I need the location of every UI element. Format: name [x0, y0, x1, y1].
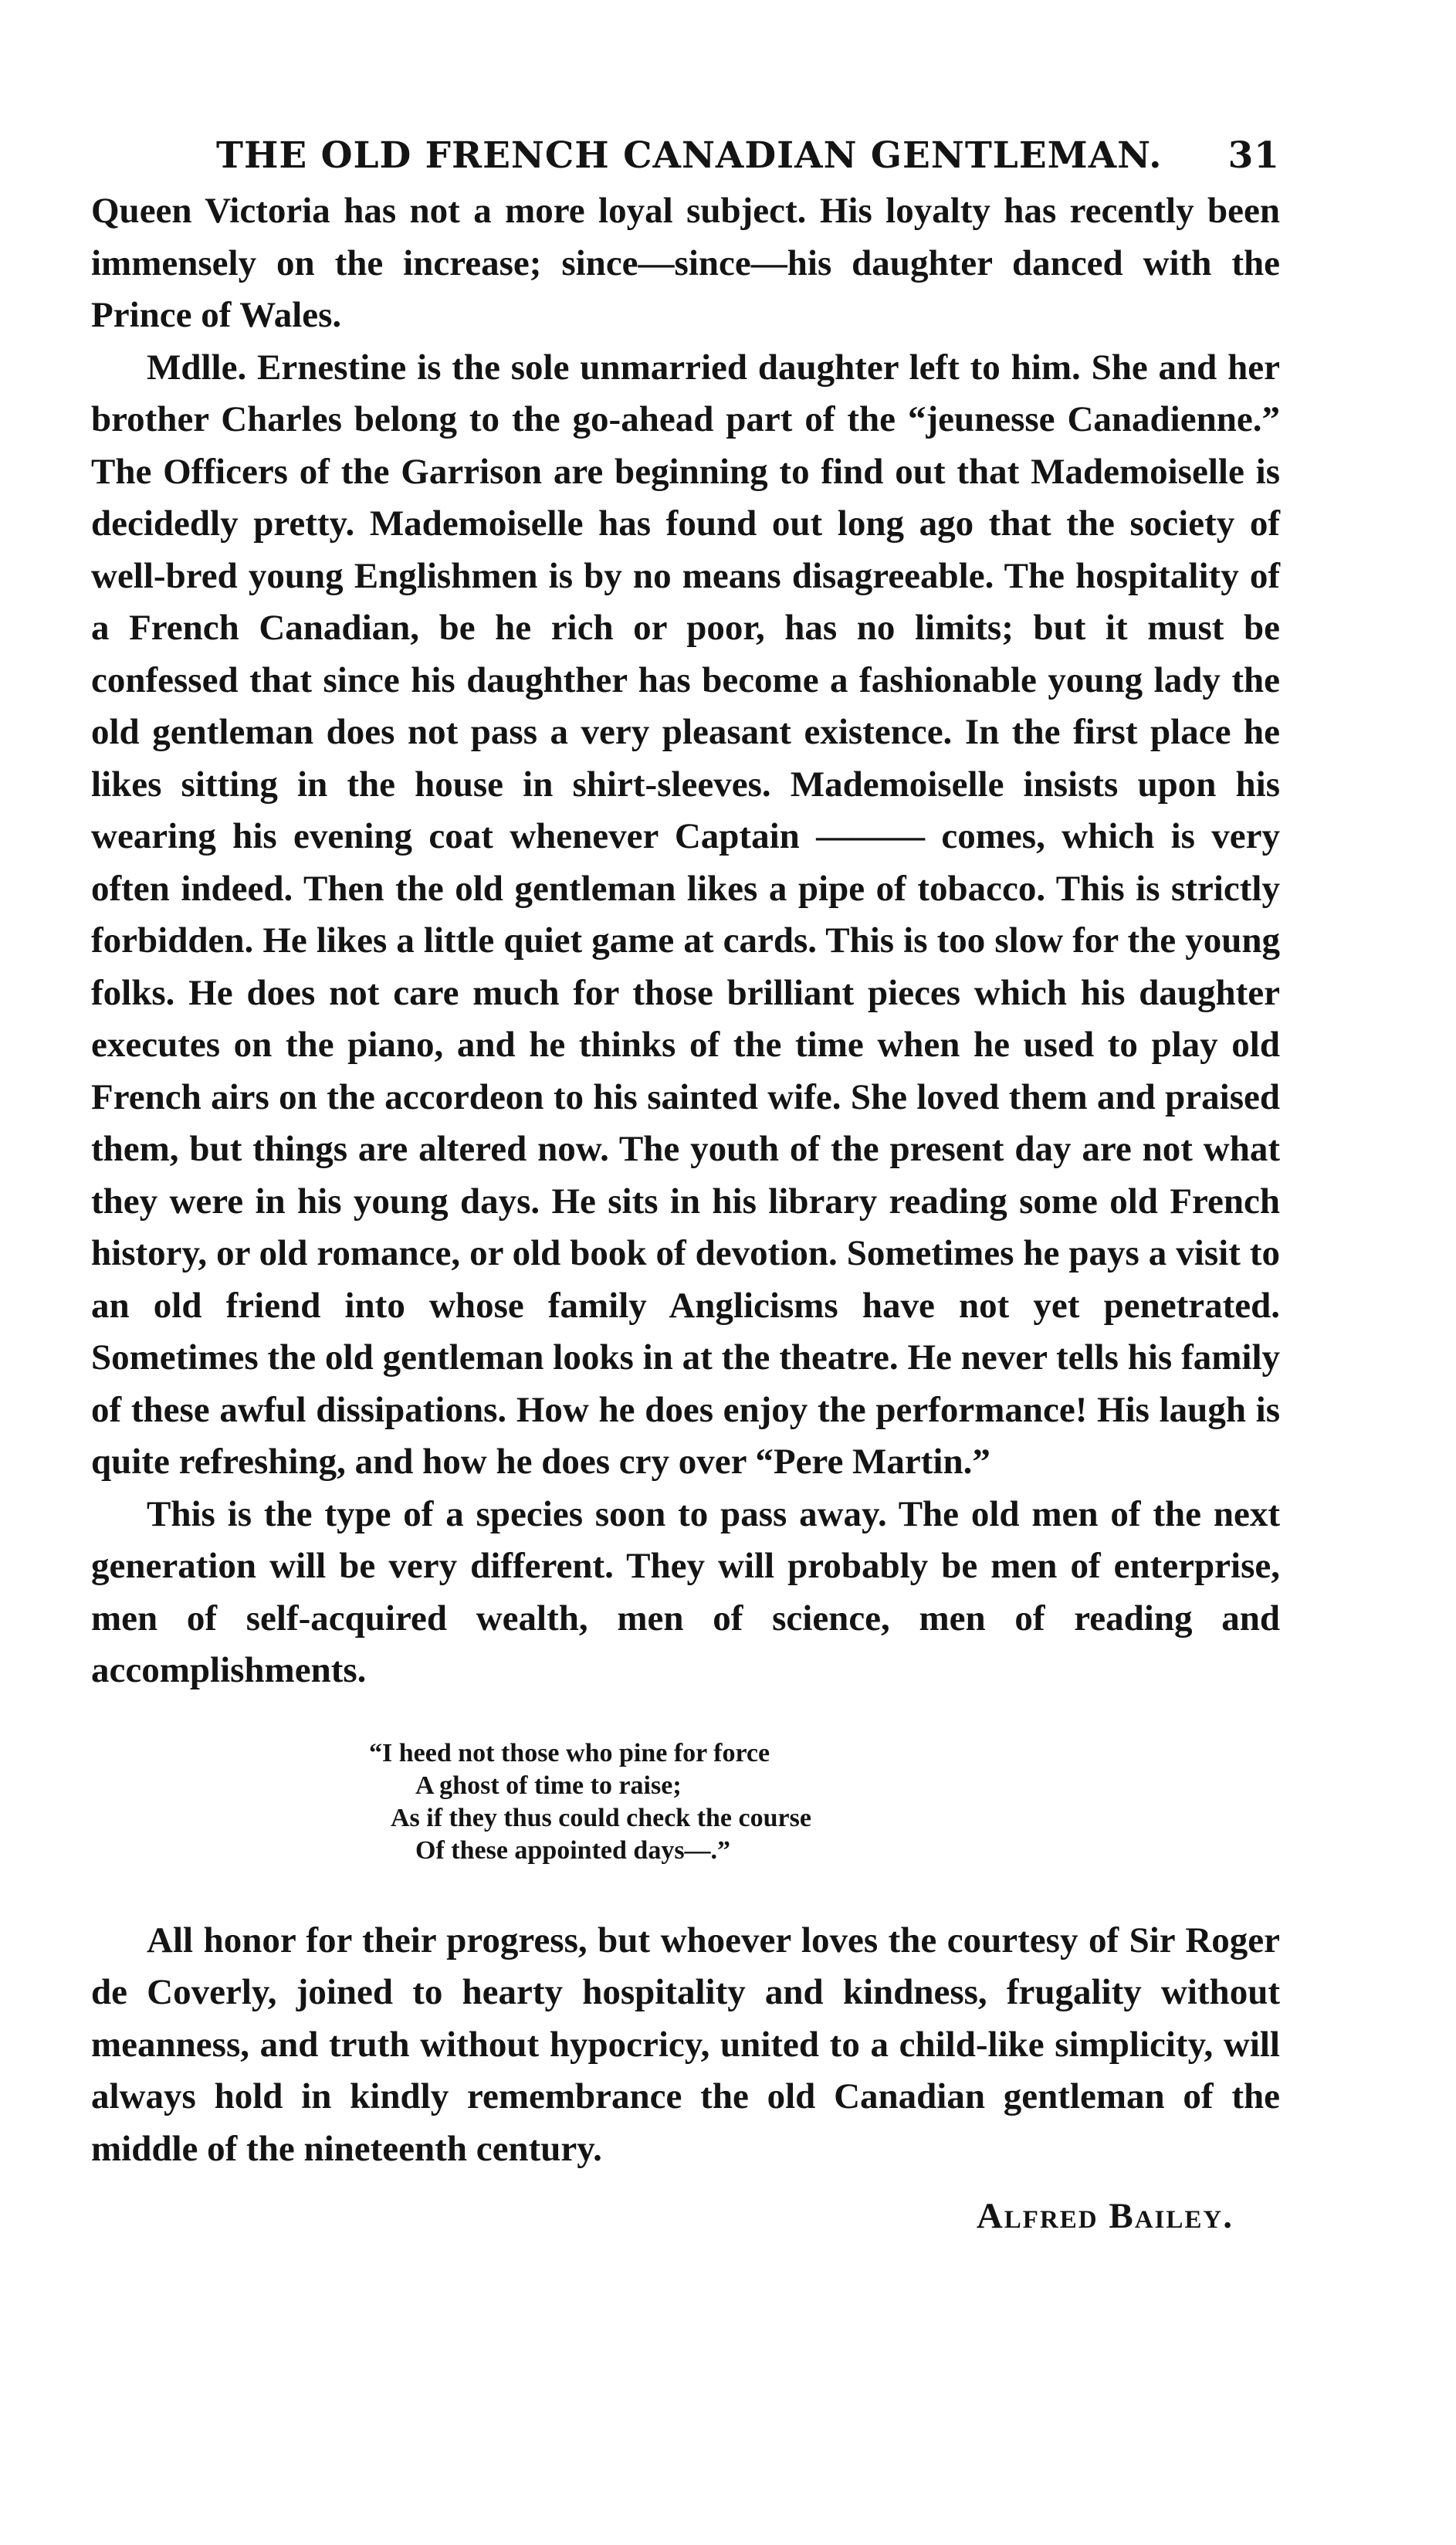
page-number: 31 — [1227, 134, 1280, 177]
book-page — [91, 124, 1280, 2237]
paragraph-closing: All honor for their progress, but whoever loves the courtesy of Sir Roger de Coverly, joined to hearty hospitality and kindness, frugality without meanness, and truth without hypocricy, united to a child-like simplicity, will always hold in kindly remembrance the old Canadian gentleman of the middle of the nineteenth century. — [91, 1920, 1280, 2169]
running-title: THE OLD FRENCH CANADIAN GENTLEMAN. — [216, 134, 1163, 177]
poem-line: Of these appointed days—.” — [415, 1835, 731, 1865]
paragraph-continuation: Queen Victoria has not a more loyal subject. His loyalty has recently been immensely on the increase; since—since—his daughter danced with the Prince of Wales. — [91, 191, 1280, 335]
paragraph-type-of-species: This is the type of a species soon to pass away. The old men of the next generation will be very different. They will probably be men of enterprise, men of self-acquired wealth, men of science, men of reading and accomplishments. — [91, 1493, 1280, 1690]
paragraph-ernestine: Mdlle. Ernestine is the sole unmarried daughter left to him. She and her brother Charles belong to the go-ahead part of the “jeunesse Canadienne.” The Officers of the Garrison are beginning to find out that Mademoiselle is decidedly pretty. Mademoiselle has found out long ago that the society of well-bred young Englishmen is by no means disagreeable. The hospitality of a French Canadian, be he rich or poor, has no limits; but it must be confessed that since his daughther has become a fashionable young lady the old gentleman does not pass a very pleasant existence. In the first place he likes sitting in the house in shirt-sleeves. Mademoiselle insists upon his wearing his evening coat whenever Captain ——— comes, which is very often indeed. Then the old gentleman likes a pipe of tobacco. This is strictly forbidden. He likes a little quiet game at cards. This is too slow for the young folks. He does not care much for those brilliant pieces which his daughter executes on the piano, and he thinks of the time when he used to play old French airs on the accordeon to his sainted wife. She loved them and praised them, but things are altered now. The youth of the present day are not what they were in his young days. He sits in his library reading some old French history, or old romance, or old book of devotion. Sometimes he pays a visit to an old friend into whose family Anglicisms have not yet penetrated. Sometimes the old gentleman looks in at the theatre. He never tells his family of these awful dissipations. How he does enjoy the performance! His laugh is quite refreshing, and how he does cry over “Pere Martin.” — [91, 347, 1280, 1482]
page-header — [91, 124, 1280, 185]
poem-line: As if they thus could check the course — [391, 1803, 811, 1832]
poem-quotation — [91, 1737, 1280, 1867]
poem-line: A ghost of time to raise; — [415, 1771, 682, 1800]
author-signature: Alfred Bailey. — [976, 2196, 1234, 2236]
poem-line: “I heed not those who pine for force — [369, 1738, 770, 1767]
